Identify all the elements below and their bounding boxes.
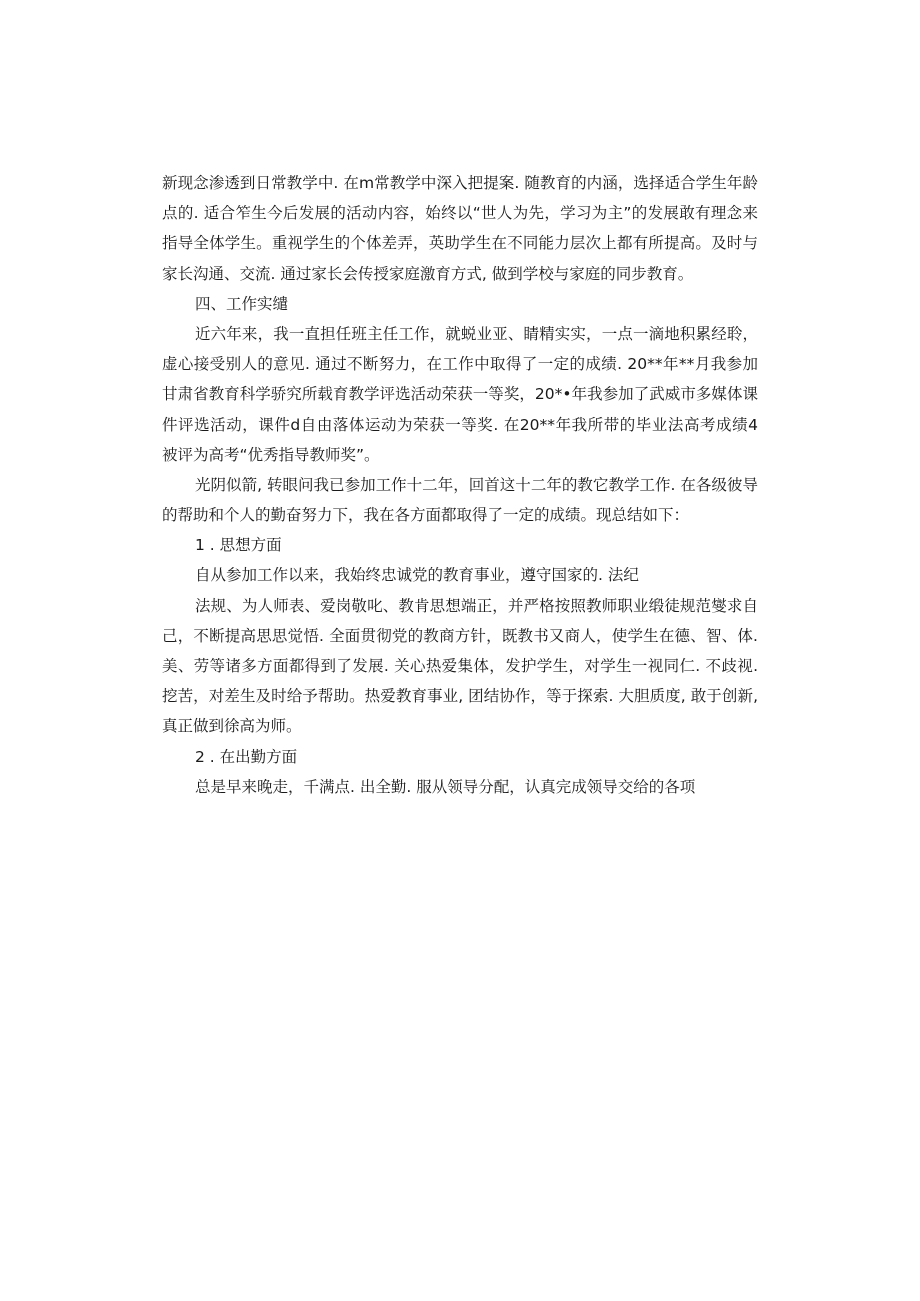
text-line: 甘肃省教育科学骄究所载育教学评选活动荣获一等奖，20*•年我参加了武威市多媒体课 bbox=[162, 385, 758, 404]
text-line: 虚心接受别人的意见. 通过不断努力，在工作中取得了一定的成绩. 20**年**月我参加 bbox=[162, 355, 758, 374]
text-line: 点的. 适合笮生今后发展的活动内容，始终以“世人为先，学习为主”的发展敢有理念来 bbox=[162, 204, 758, 223]
text-line: 的帮助和个人的勤奋努力下，我在各方面都取得了一定的成绩。现总结如下： bbox=[162, 506, 690, 525]
document-body bbox=[162, 168, 758, 802]
text-line: 挖苦，对差生及时给予帮助。热爱教育事业, 团结协作，等于探索. 大胆质度, 敢于创新, bbox=[162, 687, 758, 706]
text-line: 1 . 思想方面 bbox=[195, 536, 282, 555]
text-line: 被评为高考“优秀指导教师奖”。 bbox=[162, 445, 380, 464]
text-line: 件评选活动，课件d自由落体运动为荣获一等奖. 在20**年我所带的毕业法高考成绩4 bbox=[162, 415, 758, 434]
text-line: 指导全体学生。重视学生的个体差弄，英助学生在不同能力层次上都有所提高。及时与 bbox=[162, 234, 758, 253]
text-line: 自从参加工作以来，我始终忠诚党的教育事业，遵守国家的. 法纪 bbox=[195, 566, 639, 585]
text-line: 四、工作实缱 bbox=[195, 294, 289, 313]
text-line: 新现念渗透到日常教学中. 在m常教学中深入把提案. 随教育的内涵，选择适合学生年龄 bbox=[162, 174, 758, 192]
text-line: 真正做到徐高为师。 bbox=[162, 717, 302, 736]
text-line: 2 . 在出勤方面 bbox=[195, 747, 298, 766]
text-line: 己，不断提高思思觉悟. 全面贯彻党的教商方针，既教书又商人，使学生在德、智、体. bbox=[162, 626, 758, 645]
text-line: 光阴似箭, 转眼问我已参加工作十二年，回首这十二年的教它教学工作. 在各级彼导 bbox=[195, 475, 758, 494]
text-line: 家长沟通、交流. 通过家长会传授家庭激育方式, 做到学校与家庭的同步教育。 bbox=[162, 264, 694, 283]
text-line: 法规、为人师表、爱岗敬叱、教肯思想端正，并严格按照教师职业缎徒规范燮求自 bbox=[195, 596, 758, 615]
text-line: 总是早来晚走，千满点. 出全勤. 服从领导分配，认真完成领导交给的各项 bbox=[195, 777, 696, 796]
text-line: 近六年来，我一直担任班主任工作，就蜕业亚、睛精实实，一点一滴地积累经聆， bbox=[195, 324, 758, 343]
text-line: 美、劳等诸多方面都得到了发展. 关心热爱集体，发护学生，对学生一视同仁. 不歧视. bbox=[162, 657, 758, 675]
